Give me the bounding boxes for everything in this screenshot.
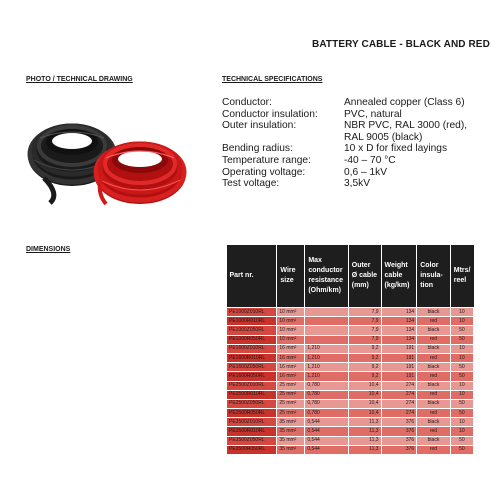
cell-mtrs-reel: 10 xyxy=(450,317,473,326)
cell-color: red xyxy=(417,317,451,326)
cell-color: red xyxy=(417,390,451,399)
cell-color: black xyxy=(417,399,451,408)
cell-outer-diameter: 11,3 xyxy=(348,427,381,436)
cell-weight: 376 xyxy=(381,418,417,427)
table-row xyxy=(227,308,474,317)
cell-wire-size: 35 mm² xyxy=(277,427,305,436)
spec-value: -40 – 70 °C xyxy=(344,154,396,166)
cell-mtrs-reel: 10 xyxy=(450,390,473,399)
cell-outer-diameter: 10,4 xyxy=(348,399,381,408)
cell-wire-size: 10 mm² xyxy=(277,317,305,326)
table-row xyxy=(227,335,474,344)
col-header-weight: Weight cable (kg/km) xyxy=(381,245,417,308)
cell-color: black xyxy=(417,308,451,317)
cell-resistance: 0,544 xyxy=(305,418,348,427)
spec-label xyxy=(222,132,344,144)
cell-resistance: 0,544 xyxy=(305,436,348,445)
table-row xyxy=(227,381,474,390)
cell-mtrs-reel: 50 xyxy=(450,335,473,344)
cell-part-nr: PE1000Z010RL xyxy=(227,308,277,317)
cell-outer-diameter: 7,9 xyxy=(348,335,381,344)
table-row xyxy=(227,390,474,399)
spec-label: Conductor insulation: xyxy=(222,108,318,120)
cell-weight: 191 xyxy=(381,344,417,353)
spec-value: 3,5kV xyxy=(344,178,371,190)
cell-color: red xyxy=(417,335,451,344)
cell-mtrs-reel: 50 xyxy=(450,372,473,381)
cell-mtrs-reel: 10 xyxy=(450,418,473,427)
table-row xyxy=(227,418,474,427)
cell-color: black xyxy=(417,363,451,372)
cell-part-nr: PE1600R050RL xyxy=(227,372,277,381)
cell-color: red xyxy=(417,427,451,436)
cell-weight: 376 xyxy=(381,445,417,454)
cell-part-nr: PE1000R010RL xyxy=(227,317,277,326)
cell-outer-diameter: 9,2 xyxy=(348,344,381,353)
table-row xyxy=(227,317,474,326)
cell-weight: 376 xyxy=(381,436,417,445)
cell-mtrs-reel: 50 xyxy=(450,409,473,418)
spec-label: Bending radius: xyxy=(222,143,293,155)
cell-resistance: 0,780 xyxy=(305,399,348,408)
cell-resistance: 0,544 xyxy=(305,427,348,436)
cell-weight: 191 xyxy=(381,363,417,372)
cell-resistance: 1,210 xyxy=(305,363,348,372)
cell-outer-diameter: 11,3 xyxy=(348,436,381,445)
col-header-outer-diameter: Outer Ø cable (mm) xyxy=(348,245,381,308)
cell-weight: 274 xyxy=(381,399,417,408)
cell-color: red xyxy=(417,445,451,454)
cell-resistance: 0,780 xyxy=(305,409,348,418)
cell-mtrs-reel: 10 xyxy=(450,344,473,353)
cell-weight: 274 xyxy=(381,390,417,399)
spec-value: 10 x D for fixed layings xyxy=(344,143,448,155)
cell-outer-diameter: 7,9 xyxy=(348,317,381,326)
cell-resistance: 1,210 xyxy=(305,353,348,362)
table-row xyxy=(227,326,474,335)
table-row xyxy=(227,353,474,362)
spec-label: Conductor: xyxy=(222,97,272,108)
spec-label: Temperature range: xyxy=(222,154,311,166)
cell-resistance: 0,780 xyxy=(305,381,348,390)
cell-wire-size: 35 mm² xyxy=(277,445,305,454)
cell-outer-diameter: 9,2 xyxy=(348,353,381,362)
cell-outer-diameter: 7,9 xyxy=(348,308,381,317)
spec-row xyxy=(222,178,467,190)
spec-value: PVC, natural xyxy=(344,108,402,120)
cell-part-nr: PE2500Z010RL xyxy=(227,381,277,390)
cell-wire-size: 25 mm² xyxy=(277,409,305,418)
cell-mtrs-reel: 10 xyxy=(450,353,473,362)
cell-color: black xyxy=(417,436,451,445)
cell-resistance: 1,210 xyxy=(305,344,348,353)
table-row xyxy=(227,399,474,408)
photo-heading: PHOTO / TECHNICAL DRAWING xyxy=(26,76,133,83)
cell-wire-size: 16 mm² xyxy=(277,353,305,362)
table-row xyxy=(227,427,474,436)
spec-row xyxy=(222,97,467,109)
cell-weight: 134 xyxy=(381,308,417,317)
cell-outer-diameter: 11,3 xyxy=(348,445,381,454)
cell-mtrs-reel: 10 xyxy=(450,381,473,390)
cell-color: black xyxy=(417,326,451,335)
spec-row xyxy=(222,167,467,179)
cell-wire-size: 16 mm² xyxy=(277,372,305,381)
cell-resistance: 0,780 xyxy=(305,390,348,399)
cell-wire-size: 10 mm² xyxy=(277,335,305,344)
cell-weight: 134 xyxy=(381,326,417,335)
spec-value: 0,6 – 1kV xyxy=(344,166,388,178)
col-header-resistance: Max conductor resistance (Ohm/km) xyxy=(305,245,348,308)
page-title: BATTERY CABLE - BLACK AND RED xyxy=(312,39,490,50)
spec-label: Outer insulation: xyxy=(222,120,297,132)
cell-part-nr: PE2500Z050RL xyxy=(227,399,277,408)
dimensions-table xyxy=(226,245,474,455)
cell-outer-diameter: 9,2 xyxy=(348,363,381,372)
cell-color: black xyxy=(417,381,451,390)
cell-color: red xyxy=(417,353,451,362)
table-row xyxy=(227,436,474,445)
cell-weight: 376 xyxy=(381,427,417,436)
cell-resistance xyxy=(305,335,348,344)
cell-outer-diameter: 9,2 xyxy=(348,372,381,381)
cell-wire-size: 25 mm² xyxy=(277,399,305,408)
cell-part-nr: PE3500Z010RL xyxy=(227,418,277,427)
spec-row xyxy=(222,143,467,155)
cell-color: red xyxy=(417,409,451,418)
cell-part-nr: PE1000Z050RL xyxy=(227,326,277,335)
spec-value: NBR PVC, RAL 3000 (red), xyxy=(344,120,468,132)
cell-part-nr: PE1600Z050RL xyxy=(227,363,277,372)
cell-wire-size: 16 mm² xyxy=(277,344,305,353)
cell-weight: 134 xyxy=(381,317,417,326)
spec-label: Test voltage: xyxy=(222,178,280,190)
cell-mtrs-reel: 50 xyxy=(450,436,473,445)
table-row xyxy=(227,344,474,353)
cell-part-nr: PE2500R010RL xyxy=(227,390,277,399)
table-row xyxy=(227,409,474,418)
cell-part-nr: PE2500R050RL xyxy=(227,409,277,418)
spec-row xyxy=(222,155,467,167)
cell-mtrs-reel: 10 xyxy=(450,308,473,317)
cell-resistance: 1,210 xyxy=(305,372,348,381)
cell-part-nr: PE1600Z010RL xyxy=(227,344,277,353)
col-header-color: Color insula-tion xyxy=(417,245,451,308)
cell-weight: 191 xyxy=(381,353,417,362)
cell-wire-size: 10 mm² xyxy=(277,308,305,317)
cell-wire-size: 16 mm² xyxy=(277,363,305,372)
dimensions-heading: DIMENSIONS xyxy=(26,246,71,253)
cell-part-nr: PE1600R010RL xyxy=(227,353,277,362)
cell-weight: 274 xyxy=(381,381,417,390)
table-row xyxy=(227,445,474,454)
cell-resistance: 0,544 xyxy=(305,445,348,454)
spec-label: Operating voltage: xyxy=(222,166,306,178)
cell-wire-size: 35 mm² xyxy=(277,418,305,427)
cell-weight: 191 xyxy=(381,372,417,381)
cell-wire-size: 35 mm² xyxy=(277,436,305,445)
cell-wire-size: 10 mm² xyxy=(277,326,305,335)
cell-outer-diameter: 10,4 xyxy=(348,390,381,399)
col-header-mtrs-reel: Mtrs/ reel xyxy=(450,245,473,308)
cell-outer-diameter: 10,4 xyxy=(348,409,381,418)
cell-wire-size: 25 mm² xyxy=(277,381,305,390)
cable-photo xyxy=(20,108,200,208)
cell-mtrs-reel: 50 xyxy=(450,399,473,408)
cell-color: black xyxy=(417,344,451,353)
cell-color: red xyxy=(417,372,451,381)
red-cable-coil-icon xyxy=(94,144,186,204)
table-body xyxy=(227,308,474,455)
spec-value: RAL 9005 (black) xyxy=(344,131,423,143)
cell-mtrs-reel: 50 xyxy=(450,326,473,335)
spec-heading: TECHNICAL SPECIFICATIONS xyxy=(222,76,323,83)
cell-outer-diameter: 11,3 xyxy=(348,418,381,427)
cell-resistance xyxy=(305,326,348,335)
cell-color: black xyxy=(417,418,451,427)
cell-resistance xyxy=(305,317,348,326)
spec-row xyxy=(222,132,467,144)
spec-value: Annealed copper (Class 6) xyxy=(344,97,465,108)
table-header-row xyxy=(227,245,474,308)
cell-part-nr: PE3500R010RL xyxy=(227,427,277,436)
cell-resistance xyxy=(305,308,348,317)
spec-row xyxy=(222,120,467,132)
cell-weight: 134 xyxy=(381,335,417,344)
table-row xyxy=(227,372,474,381)
cell-weight: 274 xyxy=(381,409,417,418)
col-header-wire-size: Wire size xyxy=(277,245,305,308)
cell-mtrs-reel: 50 xyxy=(450,445,473,454)
spec-row xyxy=(222,109,467,121)
cell-part-nr: PE3500Z050RL xyxy=(227,436,277,445)
col-header-part-nr: Part nr. xyxy=(227,245,277,308)
cell-part-nr: PE1000R050RL xyxy=(227,335,277,344)
spec-list xyxy=(222,97,467,190)
cell-mtrs-reel: 50 xyxy=(450,363,473,372)
cell-mtrs-reel: 10 xyxy=(450,427,473,436)
table-row xyxy=(227,363,474,372)
cell-outer-diameter: 10,4 xyxy=(348,381,381,390)
cell-outer-diameter: 7,9 xyxy=(348,326,381,335)
cell-part-nr: PE3500R050RL xyxy=(227,445,277,454)
cell-wire-size: 25 mm² xyxy=(277,390,305,399)
